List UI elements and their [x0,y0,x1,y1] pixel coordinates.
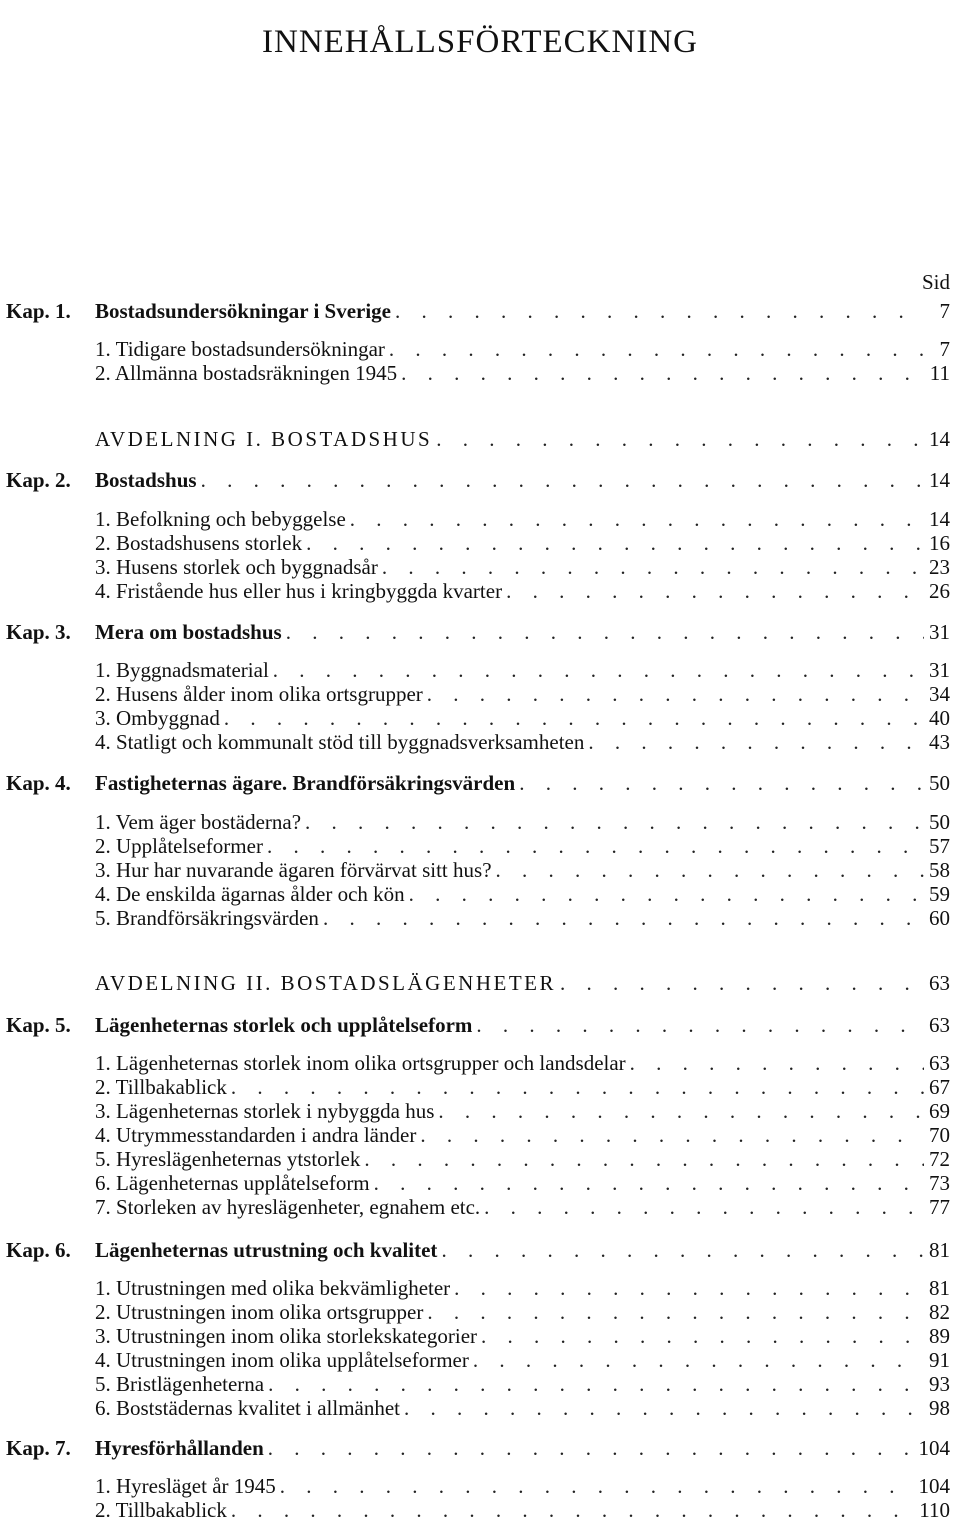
toc-entry-title: 4. Statligt och kommunalt stöd till byggnadsverksamheten [95,730,585,754]
toc-entry [95,1275,950,1301]
toc-entry [95,578,950,604]
toc-entry [95,770,950,796]
toc-page-number: 77 [929,1195,950,1219]
toc-subsection-row [0,1323,960,1349]
dot-leader [323,905,924,931]
dot-leader [350,506,924,532]
toc-chapter-row [0,619,960,645]
toc-chapter-row [0,1012,960,1038]
toc-page-number: 50 [929,810,950,834]
toc-entry [95,1012,950,1038]
toc-entry-title: 3. Husens storlek och byggnadsår [95,555,378,579]
toc-entry-title: 2. Tillbakablick [95,1075,227,1099]
toc-entry-title: 1. Hyresläget år 1945 [95,1474,276,1498]
toc-entry-title: 1. Vem äger bostäderna? [95,810,302,834]
toc-entry-title: 6. Lägenheternas upplåtelseform [95,1171,370,1195]
toc-entry-title: AVDELNING II. BOSTADSLÄGENHETER [95,971,556,995]
toc-page-number: 50 [929,771,950,795]
toc-subsection-row [0,657,960,683]
dot-leader [588,729,924,755]
toc-entry-title: 1. Utrustningen med olika bekvämligheter [95,1276,451,1300]
toc-entry [95,530,950,556]
toc-page-number: 91 [929,1348,950,1372]
toc-page-number: 81 [929,1276,950,1300]
toc-subsection-row [0,1098,960,1124]
toc-entry-title: 2. Upplåtelseformer [95,834,263,858]
dot-leader [481,1323,924,1349]
toc-entry-title: 2. Husens ålder inom olika ortsgrupper [95,682,423,706]
toc-entry-title: 5. Bristlägenheterna [95,1372,265,1396]
dot-leader [404,1395,924,1421]
toc-chapter-label: Kap. 7. [6,1436,71,1460]
toc-entry-title: 2. Utrustningen inom olika ortsgrupper [95,1300,424,1324]
toc-subsection-row [0,1497,960,1523]
toc-entry [95,1299,950,1325]
dot-leader [401,360,924,386]
toc-page-number: 67 [929,1075,950,1099]
toc-entry [95,554,950,580]
toc-entry-title: Lägenheternas storlek och upplåtelseform [95,1013,473,1037]
toc-subsection-row [0,1122,960,1148]
toc-page-number: 104 [918,1474,950,1498]
dot-leader [436,426,924,452]
dot-leader [473,1347,924,1373]
toc-entry-title: 2. Bostadshusens storlek [95,531,303,555]
toc-page-number: 59 [929,882,950,906]
toc-entry [95,1371,950,1397]
toc-entry [95,1323,950,1349]
toc-page-number: 63 [929,971,950,995]
dot-leader [389,336,924,362]
dot-leader [231,1497,915,1523]
toc-subsection-row [0,1050,960,1076]
toc-page-number: 43 [929,730,950,754]
toc-page-number: 31 [929,620,950,644]
toc-subsection-row [0,905,960,931]
toc-entry [95,506,950,532]
toc-entry [95,1497,950,1523]
toc-page-number: 40 [929,706,950,730]
toc-page-number: 57 [929,834,950,858]
toc-subsection-row [0,1074,960,1100]
dot-leader [409,881,924,907]
toc-subsection-row [0,833,960,859]
toc-entry-title: 3. Hur har nuvarande ägaren förvärvat sitt hus? [95,858,492,882]
dot-leader [427,681,924,707]
toc-entry [95,467,950,493]
dot-leader [506,578,924,604]
toc-entry-title: 1. Tidigare bostadsundersökningar [95,337,385,361]
toc-entry [95,729,950,755]
toc-entry [95,1194,950,1220]
toc-entry [95,1098,950,1124]
toc-entry [95,1395,950,1421]
dot-leader [484,1194,924,1220]
toc-entry [95,1347,950,1373]
toc-page-number: 110 [919,1498,950,1522]
toc-chapter-row [0,1237,960,1263]
dot-leader [374,1170,924,1196]
dot-leader [201,467,924,493]
dot-leader [382,554,924,580]
toc-entry [95,833,950,859]
dot-leader [224,705,924,731]
toc-page-number: 72 [929,1147,950,1171]
toc-subsection-row [0,857,960,883]
toc-entry [95,1074,950,1100]
toc-chapter-label: Kap. 5. [6,1013,71,1037]
toc-entry-title: Fastigheternas ägare. Brandförsäkringsvärden [95,771,516,795]
toc-entry [95,1237,950,1263]
toc-entry-title: 3. Ombyggnad [95,706,220,730]
toc-page-number: 104 [918,1436,950,1460]
toc-entry [95,970,950,996]
toc-page-number: 93 [929,1372,950,1396]
page-column-header: Sid [921,270,950,294]
toc-entry-title: 2. Tillbakablick [95,1498,227,1522]
toc-page-number: 60 [929,906,950,930]
toc-entry-title: 4. Utrymmesstandarden i andra länder [95,1123,417,1147]
toc-subsection-row [0,506,960,532]
toc-page-number: 70 [929,1123,950,1147]
toc-page-number: 11 [929,361,950,385]
toc-page-number: 14 [929,507,950,531]
toc-entry [95,360,950,386]
toc-chapter-label: Kap. 4. [6,771,71,795]
dot-leader [496,857,924,883]
toc-entry-title: 1. Byggnadsmaterial [95,658,269,682]
dot-leader [441,1237,924,1263]
toc-entry-title: 4. Utrustningen inom olika upplåtelseformer [95,1348,469,1372]
toc-entry-title: Hyresförhållanden [95,1436,264,1460]
toc-entry [95,705,950,731]
toc-entry-title: 6. Boststädernas kvalitet i allmänhet [95,1396,401,1420]
dot-leader [395,298,924,324]
toc-page-number: 63 [929,1013,950,1037]
toc-page-number: 89 [929,1324,950,1348]
toc-page-number: 14 [929,468,950,492]
toc-entry [95,657,950,683]
dot-leader [231,1074,924,1100]
toc-entry-title: 5. Brandförsäkringsvärden [95,906,319,930]
toc-subsection-row [0,809,960,835]
toc-entry [95,426,950,452]
toc-subsection-row [0,530,960,556]
toc-entry-title: Mera om bostadshus [95,620,282,644]
dot-leader [280,1473,915,1499]
dot-leader [630,1050,924,1076]
toc-entry [95,1122,950,1148]
toc-entry-title: 4. Fristående hus eller hus i kringbyggda kvarter [95,579,503,603]
toc-subsection-row [0,681,960,707]
toc-entry [95,619,950,645]
toc-subsection-row [0,729,960,755]
toc-subsection-row [0,1395,960,1421]
toc-page-number: 31 [929,658,950,682]
toc-page-number: 63 [929,1051,950,1075]
toc-entry-title: Bostadsundersökningar i Sverige [95,299,391,323]
toc-subsection-row [0,1170,960,1196]
toc-chapter-row [0,770,960,796]
toc-entry [95,1473,950,1499]
toc-subsection-row [0,1299,960,1325]
dot-leader [268,1371,924,1397]
toc-entry-title: Bostadshus [95,468,197,492]
dot-leader [305,809,924,835]
toc-page-number: 23 [929,555,950,579]
toc-page-number: 81 [929,1238,950,1262]
toc-entry-title: 2. Allmänna bostadsräkningen 1945 [95,361,398,385]
toc-entry-title: AVDELNING I. BOSTADSHUS [95,427,433,451]
toc-entry-title: 7. Storleken av hyreslägenheter, egnahem etc. [95,1195,481,1219]
page-title: INNEHÅLLSFÖRTECKNING [262,24,698,61]
toc-page-number: 82 [929,1300,950,1324]
toc-page-number: 73 [929,1171,950,1195]
dot-leader [267,833,924,859]
toc-section-row [0,426,960,452]
toc-subsection-row [0,1146,960,1172]
toc-page-number: 98 [929,1396,950,1420]
toc-subsection-row [0,578,960,604]
toc-entry [95,905,950,931]
toc-subsection-row [0,336,960,362]
toc-subsection-row [0,1371,960,1397]
toc-entry [95,1435,950,1461]
toc-entry [95,881,950,907]
dot-leader [438,1098,924,1124]
toc-entry [95,857,950,883]
toc-chapter-row [0,467,960,493]
toc-page-number: 7 [939,337,950,361]
dot-leader [273,657,924,683]
dot-leader [420,1122,924,1148]
dot-leader [427,1299,924,1325]
toc-subsection-row [0,360,960,386]
toc-page-number: 58 [929,858,950,882]
toc-entry [95,336,950,362]
toc-entry [95,1050,950,1076]
dot-leader [306,530,924,556]
toc-entry [95,1146,950,1172]
toc-section-row [0,970,960,996]
dot-leader [476,1012,924,1038]
toc-subsection-row [0,1347,960,1373]
dot-leader [286,619,924,645]
toc-page-number: 7 [939,299,950,323]
toc-subsection-row [0,705,960,731]
toc-chapter-row [0,298,960,324]
toc-entry-title: 3. Lägenheternas storlek i nybyggda hus [95,1099,435,1123]
toc-chapter-label: Kap. 1. [6,299,71,323]
dot-leader [519,770,924,796]
toc-entry-title: Lägenheternas utrustning och kvalitet [95,1238,438,1262]
toc-subsection-row [0,1194,960,1220]
toc-entry [95,681,950,707]
dot-leader [268,1435,915,1461]
toc-subsection-row [0,881,960,907]
toc-page-number: 16 [929,531,950,555]
toc-entry-title: 1. Lägenheternas storlek inom olika ortsgrupper och landsdelar [95,1051,626,1075]
toc-entry [95,1170,950,1196]
toc-page-number: 26 [929,579,950,603]
toc-subsection-row [0,554,960,580]
toc-page-number: 14 [929,427,950,451]
dot-leader [454,1275,924,1301]
toc-chapter-label: Kap. 6. [6,1238,71,1262]
toc-page-number: 34 [929,682,950,706]
dot-leader [560,970,924,996]
toc-subsection-row [0,1473,960,1499]
toc-entry-title: 4. De enskilda ägarnas ålder och kön [95,882,405,906]
toc-entry-title: 3. Utrustningen inom olika storlekskategorier [95,1324,478,1348]
toc-entry-title: 5. Hyreslägenheternas ytstorlek [95,1147,361,1171]
toc-chapter-label: Kap. 3. [6,620,71,644]
toc-page-number: 69 [929,1099,950,1123]
toc-entry [95,298,950,324]
toc-entry [95,809,950,835]
toc-chapter-row [0,1435,960,1461]
dot-leader [364,1146,924,1172]
toc-subsection-row [0,1275,960,1301]
toc-entry-title: 1. Befolkning och bebyggelse [95,507,346,531]
toc-chapter-label: Kap. 2. [6,468,71,492]
